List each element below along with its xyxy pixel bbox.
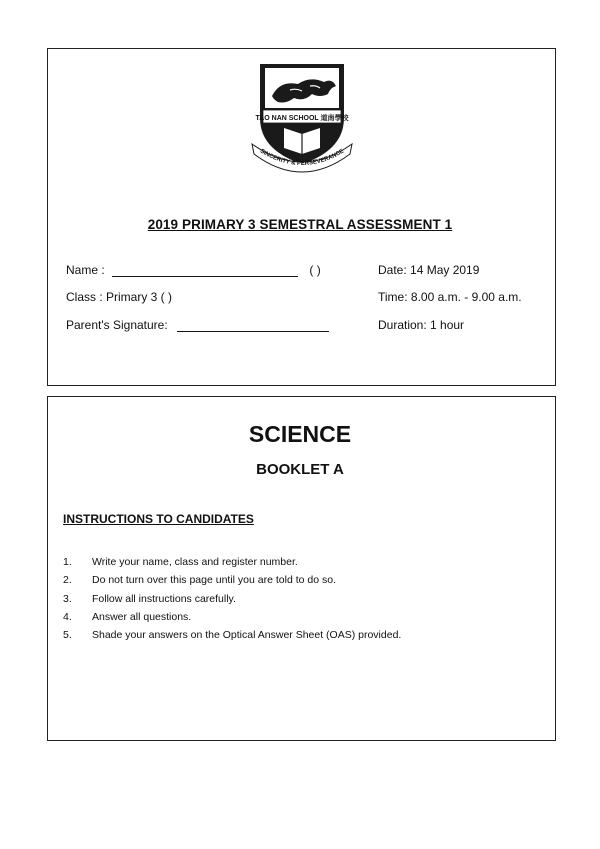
instruction-number: 5. — [63, 629, 72, 642]
exam-time: Time: 8.00 a.m. - 9.00 a.m. — [378, 290, 522, 304]
booklet-title: BOOKLET A — [256, 461, 344, 478]
exam-duration: Duration: 1 hour — [378, 318, 465, 332]
instructions-list — [63, 556, 401, 647]
exam-date: Date: 14 May 2019 — [378, 263, 480, 277]
instruction-text: Answer all questions. — [92, 610, 192, 623]
crest-school-name: TAO NAN SCHOOL 道南學校 — [255, 115, 349, 122]
instruction-text: Follow all instructions carefully. — [92, 592, 236, 605]
instruction-item — [63, 629, 401, 647]
instruction-number: 4. — [63, 610, 72, 623]
instruction-text: Write your name, class and register number. — [92, 556, 298, 568]
crest-motto: SINCERITY & PERSEVERANCE — [258, 148, 346, 168]
parent-signature-row — [66, 318, 329, 332]
name-field-row — [66, 263, 321, 277]
instruction-text: Shade your answers on the Optical Answer Sheet (OAS) provided. — [92, 629, 402, 642]
school-crest-icon — [250, 58, 354, 174]
class-field[interactable]: Class : Primary 3 ( ) — [66, 290, 173, 304]
instruction-item — [63, 611, 401, 629]
instruction-text: Do not turn over this page until you are told to do so. — [92, 574, 336, 587]
parent-signature-field[interactable] — [177, 331, 329, 332]
instruction-item — [63, 574, 401, 592]
instruction-number: 3. — [63, 592, 72, 605]
parent-signature-label: Parent's Signature: — [66, 318, 168, 332]
name-label: Name : — [66, 263, 105, 277]
assessment-title: 2019 PRIMARY 3 SEMESTRAL ASSESSMENT 1 — [147, 217, 453, 232]
instruction-item — [63, 593, 401, 611]
instruction-item — [63, 556, 401, 574]
instruction-number: 2. — [63, 574, 72, 587]
instructions-heading: INSTRUCTIONS TO CANDIDATES — [63, 512, 254, 526]
subject-title: SCIENCE — [248, 421, 352, 447]
register-number-field[interactable]: ( ) — [309, 263, 321, 277]
instruction-number: 1. — [63, 556, 72, 568]
name-field[interactable] — [112, 276, 298, 277]
